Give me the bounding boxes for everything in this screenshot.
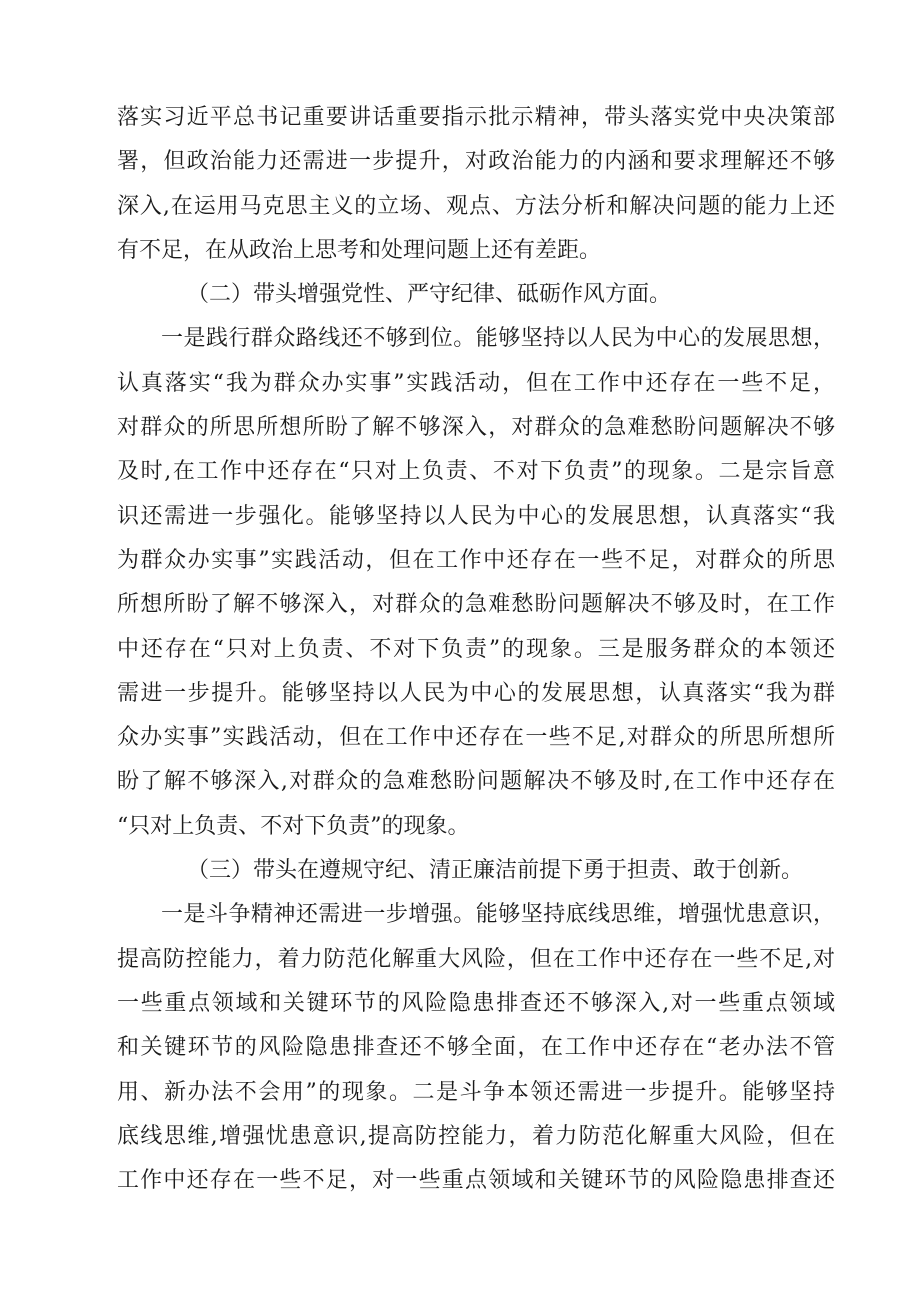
section-heading: （二）带头增强党性、严守纪律、砥砺作风方面。 [187,282,672,308]
document-body [117,96,835,1203]
text-line: 中还存在“只对上负责、不对下负责”的现象。三是服务群众的本领还 [117,636,835,662]
text-line: 一是斗争精神还需进一步增强。能够坚持底线思维，增强忧患意识， [161,902,835,928]
section-heading: （三）带头在遵规守纪、清正廉洁前提下勇于担责、敢于创新。 [187,858,804,884]
text-line: 为群众办实事”实践活动，但在工作中还存在一些不足，对群众的所思 [117,547,835,573]
text-line: 底线思维,增强忧患意识,提高防控能力，着力防范化解重大风险，但在 [117,1123,835,1149]
text-line: 认真落实“我为群众办实事”实践活动，但在工作中还存在一些不足， [117,370,835,396]
text-line: 署，但政治能力还需进一步提升，对政治能力的内涵和要求理解还不够 [117,149,835,175]
text-line: 落实习近平总书记重要讲话重要指示批示精神，带头落实党中央决策部 [117,105,835,130]
text-line: 及时,在工作中还存在“只对上负责、不对下负责”的现象。二是宗旨意 [117,459,835,485]
text-line: 众办实事”实践活动，但在工作中还存在一些不足,对群众的所思所想所 [117,725,835,751]
text-line: 识还需进一步强化。能够坚持以人民为中心的发展思想，认真落实“我 [117,503,835,529]
text-line: 所想所盼了解不够深入，对群众的急难愁盼问题解决不够及时，在工作 [117,592,835,618]
text-line: 有不足，在从政治上思考和处理问题上还有差距。 [117,237,602,263]
text-line: 一是践行群众路线还不够到位。能够坚持以人民为中心的发展思想， [161,326,835,352]
text-line: 提高防控能力，着力防范化解重大风险，但在工作中还存在一些不足,对 [117,946,835,972]
text-line: “只对上负责、不对下负责”的现象。 [117,813,470,839]
text-line: 深入,在运用马克思主义的立场、观点、方法分析和解决问题的能力上还 [117,193,835,219]
text-line: 和关键环节的风险隐患排查还不够全面，在工作中还存在“老办法不管 [117,1035,835,1061]
text-line: 工作中还存在一些不足，对一些重点领域和关键环节的风险隐患排查还 [117,1168,835,1194]
text-line: 需进一步提升。能够坚持以人民为中心的发展思想，认真落实“我为群 [117,680,835,706]
text-line: 一些重点领域和关键环节的风险隐患排查还不够深入,对一些重点领域 [117,990,835,1016]
text-line: 对群众的所思所想所盼了解不够深入，对群众的急难愁盼问题解决不够 [117,415,835,441]
text-line: 用、新办法不会用”的现象。二是斗争本领还需进一步提升。能够坚持 [117,1079,835,1105]
text-line: 盼了解不够深入,对群众的急难愁盼问题解决不够及时,在工作中还存在 [117,769,835,795]
